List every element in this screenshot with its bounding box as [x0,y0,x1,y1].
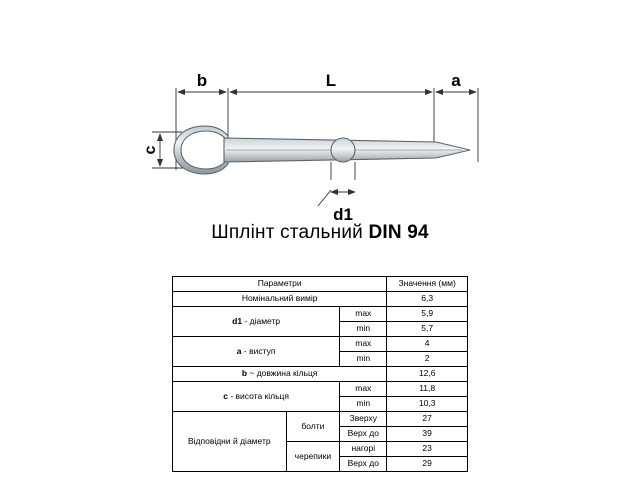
row-label-d1-symbol: d1 [232,315,243,326]
row-value-tiles-upto: 29 [387,457,468,472]
specification-table-wrapper [172,276,468,472]
row-value-nominal: 6,3 [387,292,468,307]
pin-eye-ring [174,126,228,174]
row-value-c-max: 11,8 [387,382,468,397]
table-row [173,307,468,322]
row-label-d1 [173,307,340,337]
page-title [0,222,640,244]
title-standard: DIN 94 [368,222,429,243]
row-value-c-min: 10,3 [387,397,468,412]
row-label-a [173,337,340,367]
header-value: Значення (мм) [387,277,468,292]
row-label-c [173,382,340,412]
row-sub-tiles-above: нагорі [340,442,387,457]
table-header-row [173,277,468,292]
row-sub-d1-max: max [340,307,387,322]
row-sub-c-min: min [340,397,387,412]
row-value-bolts-top: 27 [387,412,468,427]
row-sub-a-max: max [340,337,387,352]
row-value-b: 12,6 [387,367,468,382]
row-sub-d1-min: min [340,322,387,337]
table-row [173,382,468,397]
d1-circle-marker [331,138,355,162]
row-label-a-rest: - виступ [241,345,276,356]
dimension-label-b: b [196,71,208,90]
row-label-tiles: черепики [286,442,340,472]
row-label-a-symbol: a [236,345,242,356]
row-sub-bolts-top: Зверху [340,412,387,427]
row-label-b-rest: ~ довжина кільця [247,368,318,379]
row-label-b [173,367,387,382]
row-sub-a-min: min [340,352,387,367]
row-sub-bolts-upto: Верх до [340,427,387,442]
row-value-a-max: 4 [387,337,468,352]
row-value-d1-max: 5,9 [387,307,468,322]
row-sub-c-max: max [340,382,387,397]
title-prefix: Шплінт стальний [211,222,369,243]
row-label-matching-diameter: Відповідни й діаметр [173,412,287,472]
header-parameter: Параметри [173,277,387,292]
extension-lines [152,88,478,180]
dimension-label-c: c [142,145,159,155]
row-value-d1-min: 5,7 [387,322,468,337]
row-label-d1-rest: - діаметр [242,315,281,326]
row-label-c-rest: - висота кільця [227,390,290,401]
specification-table [172,276,468,472]
table-row [173,337,468,352]
cotter-pin-technical-drawing [0,40,640,224]
dimension-label-a: a [451,71,461,90]
table-row [173,367,468,382]
row-sub-tiles-upto: Верх до [340,457,387,472]
dimension-label-L: L [325,71,337,90]
row-label-bolts: болти [286,412,340,442]
row-label-b-symbol: b [241,368,248,379]
table-row [173,292,468,307]
row-label-nominal: Номінальний вимір [173,292,387,307]
row-value-bolts-upto: 39 [387,427,468,442]
row-value-tiles-above: 23 [387,442,468,457]
table-row [173,412,468,427]
dimension-label-d1: d1 [333,205,353,224]
row-label-c-symbol: c [223,390,228,401]
row-value-a-min: 2 [387,352,468,367]
